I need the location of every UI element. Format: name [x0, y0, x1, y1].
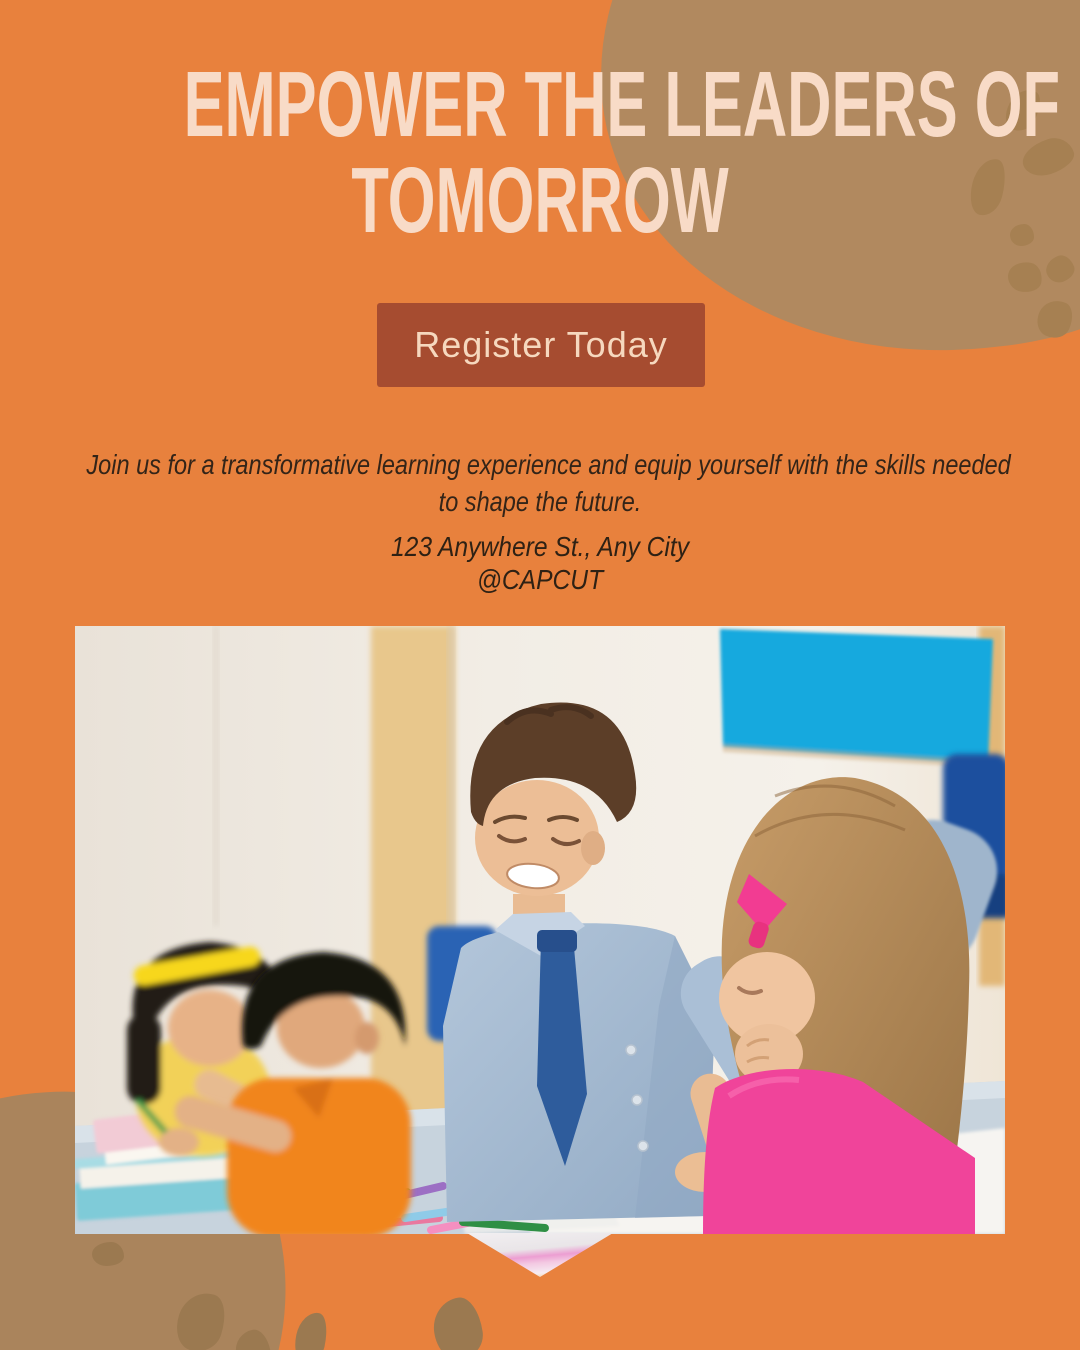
description-text	[86, 446, 1011, 520]
headline-line-1: EMPOWER THE LEADERS OF	[183, 52, 1061, 156]
register-button[interactable]: Register Today	[377, 303, 705, 387]
bulletin-board	[720, 629, 993, 768]
speckle-dot	[92, 1242, 124, 1266]
page-title	[0, 52, 1080, 252]
address-text: 123 Anywhere St., Any City	[390, 531, 690, 562]
description-line-2: to shape the future.	[438, 486, 642, 517]
speckle-dot	[430, 1295, 486, 1350]
speckle-dot	[291, 1309, 331, 1350]
classroom-photo	[75, 626, 1005, 1234]
social-handle: @CAPCUT	[476, 564, 604, 595]
description-line-1: Join us for a transformative learning experience and equip yourself with the skills needed	[86, 449, 1011, 480]
contact-block	[65, 530, 1015, 596]
headline-line-2: TOMORROW	[351, 148, 729, 252]
photo-triangle-tab	[467, 1233, 613, 1277]
